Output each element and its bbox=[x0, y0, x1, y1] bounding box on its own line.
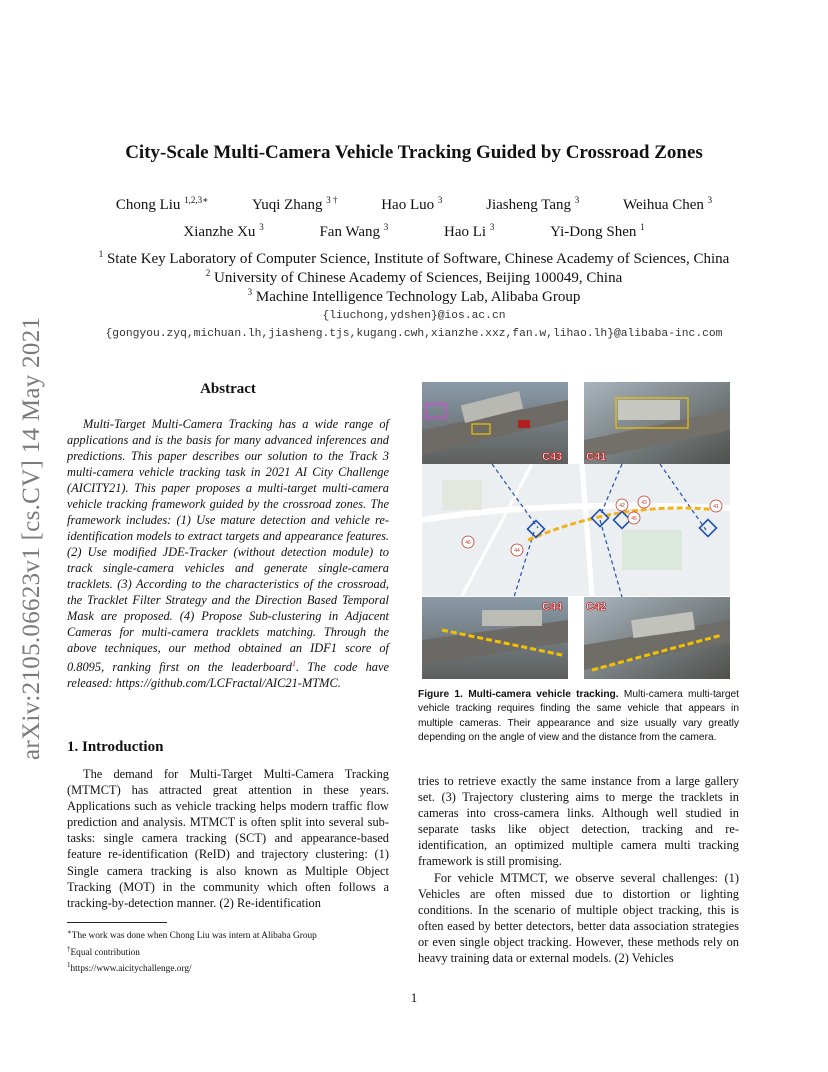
svg-text:45: 45 bbox=[631, 516, 637, 522]
paragraph: tries to retrieve exactly the same instance from a large gallery set. (3) Trajectory clustering aims to merge the tracklets in cameras into cross-camera links. Although well studied in separate tasks like object detection, tracking and re-identification, an optimized multiple camera multi tracking framework is still promising. bbox=[418, 774, 739, 869]
footnote: †Equal contribution bbox=[67, 944, 140, 958]
authors-row-1 bbox=[0, 195, 828, 214]
footnote: ∗The work was done when Chong Liu was intern at Alibaba Group bbox=[67, 928, 317, 942]
arxiv-identifier: arXiv:2105.06623v1 [cs.CV] 14 May 2021 bbox=[18, 316, 45, 760]
introduction-heading: 1. Introduction bbox=[67, 739, 164, 755]
author: Chong Liu $^{1,2,3∗}$ bbox=[115, 195, 209, 213]
page-number: 1 bbox=[410, 990, 418, 1005]
affiliation: $^1$ State Key Laboratory of Computer Science, Institute of Software, Chinese Academy of Sciences, China bbox=[98, 249, 730, 267]
authors-row-2 bbox=[0, 222, 828, 241]
author: Xianzhe Xu $^3$ bbox=[183, 222, 264, 240]
footnotes bbox=[67, 922, 389, 976]
author: Fan Wang $^3$ bbox=[319, 222, 389, 240]
svg-text:43: 43 bbox=[641, 500, 647, 506]
paper-title: City-Scale Multi-Camera Vehicle Tracking Guided by Crossroad Zones bbox=[125, 142, 703, 163]
figure-1 bbox=[422, 380, 730, 680]
camera-label: C41 bbox=[586, 451, 607, 463]
svg-text:44: 44 bbox=[514, 548, 520, 554]
author: Yuqi Zhang $^{3 \dagger}$ bbox=[252, 195, 338, 213]
affiliation: $^2$ University of Chinese Academy of Sciences, Beijing 100049, China bbox=[205, 268, 623, 286]
affiliation: $^3$ Machine Intelligence Technology Lab, Alibaba Group bbox=[247, 287, 581, 305]
author: Hao Li $^3$ bbox=[444, 222, 495, 240]
email-line: {gongyou.zyq,michuan.lh,jiasheng.tjs,kugang.cwh,xianzhe.xxz,fan.w,lihao.lh}@alibaba-inc.com bbox=[105, 328, 723, 340]
camera-label: C42 bbox=[586, 601, 607, 613]
abstract-heading: Abstract bbox=[200, 381, 256, 397]
footnote: $^1$https://www.aicitychallenge.org/ bbox=[67, 961, 192, 975]
camera-view-c42 bbox=[584, 597, 730, 679]
author: Hao Luo $^3$ bbox=[381, 195, 443, 213]
abstract-section bbox=[67, 416, 389, 691]
abstract-text: Multi-Target Multi-Camera Tracking has a wide range of applications and is the basis for many advanced inferences and predictions. This paper describes our solution to the Track 3 multi-camera vehicle tracking task in 2021 AI City Challenge (AICITY21). This paper proposes a multi-target multi-camera vehicle tracking framework guided by the crossroad zones. The framework includes: (1) Use mature detection and vehicle re-identification models to extract targets and appearance features. (2) Use modified JDE-Tracker (without detection module) to track single-camera vehicles and generate single-camera tracklets. (3) According to the characteristics of the crossroad, the Tracklet Filter Strategy and the Direction Based Temporal Mask are proposed. (4) Propose Sub-clustering in Adjacent Cameras for multi-camera tracklets matching. Through the above techniques, our method obtained an IDF1 score of 0.8095, ranking first on the leaderboard$^1$. The code have released: https://github.com/LCFractal/AIC21-MTMC. bbox=[67, 417, 389, 691]
camera-view-c44 bbox=[422, 597, 568, 679]
author: Weihua Chen $^3$ bbox=[623, 195, 713, 213]
svg-text:41: 41 bbox=[713, 504, 719, 510]
camera-view-c41 bbox=[584, 382, 730, 464]
figure-1-graphic bbox=[422, 380, 730, 680]
introduction-paragraph: The demand for Multi-Target Multi-Camera Tracking (MTMCT) has attracted great attention in these years. Applications such as vehicle tracking helps modern traffic flow prediction and analysis. MTMCT is often split into several sub-tasks: single camera tracking (SCT) and appearance-based feature re-identification (ReID) and trajectory clustering: (1) Single camera tracking is also known as Multiple Object Tracking (MOT) in the community which often follows a tracking-by-detection manner. (2) Re-identification bbox=[67, 767, 389, 910]
right-column-text bbox=[418, 773, 739, 966]
footnote-rule bbox=[67, 922, 167, 923]
svg-text:42: 42 bbox=[619, 503, 625, 509]
email-line: {liuchong,ydshen}@ios.ac.cn bbox=[322, 310, 506, 322]
author: Jiasheng Tang $^3$ bbox=[486, 195, 580, 213]
svg-text:46: 46 bbox=[465, 540, 471, 546]
camera-view-c43 bbox=[422, 382, 568, 464]
figure-1-caption: Figure 1. Multi-camera vehicle tracking. Multi-camera multi-target vehicle tracking requires finding the same vehicle that appears in multiple cameras. Their appearance and size usually vary greatly depending on the angle of view and the distance from the camera. bbox=[418, 689, 739, 743]
camera-label: C44 bbox=[542, 601, 563, 613]
camera-label: C43 bbox=[542, 451, 563, 463]
paragraph: For vehicle MTMCT, we observe several challenges: (1) Vehicles are often missed due to distortion or lighting conditions. In the scenario of multiple object tracking, this is often eased by better detectors, better data association strategies or even single object tracking. However, these methods rely on heavy training data or external models. (2) Vehicles bbox=[418, 870, 739, 966]
author: Yi-Dong Shen $^1$ bbox=[550, 222, 645, 240]
